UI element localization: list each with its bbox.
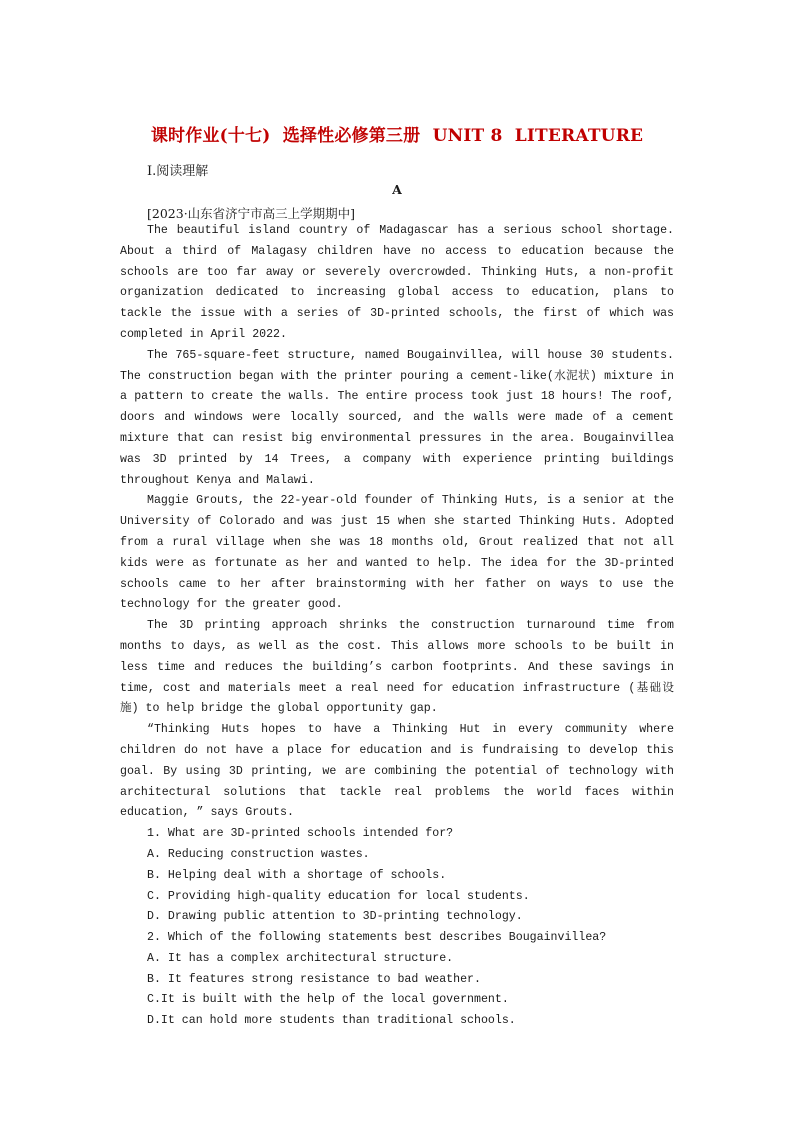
answer-option: B. Helping deal with a shortage of schools. [147, 868, 447, 882]
paragraph: The beautiful island country of Madagascar has a serious school shortage. About a third of Malagasy children have no access to education because the schools are too far away or severely overcrowded. Thinking Huts, a non-profit organization dedicated to increasing global access to education, plans to tackle the issue with a series of 3D-printed schools, the first of which was completed in April 2022. [120, 224, 674, 341]
passage-body [120, 221, 674, 1032]
paragraph: The 765-square-feet structure, named Bougainvillea, will house 30 students. The construction began with the printer pouring a cement-like(水泥状) mixture in a pattern to create the walls. The entire process took just 18 hours! The roof, doors and windows were locally sourced, and the walls were made of a cement mixture that can resist big environmental pressures in the area. Bougainvillea was 3D printed by 14 Trees, a company with experience printing buildings throughout Kenya and Malawi. [120, 348, 674, 487]
question-stem: 1. What are 3D-printed schools intended for? [147, 827, 454, 841]
passage-source: [2023·山东省济宁市高三上学期期中] [147, 206, 356, 221]
answer-option: C. Providing high-quality education for local students. [147, 889, 530, 903]
answer-option: D.It can hold more students than traditional schools. [147, 1014, 516, 1028]
page-title: 课时作业(十七) 选择性必修第三册 UNIT 8 LITERATURE [150, 126, 644, 146]
paragraph: The 3D printing approach shrinks the construction turnaround time from months to days, as well as the cost. This allows more schools to be built in less time and reduces the building’s carbon footprints. And these savings in time, cost and materials meet a real need for education infrastructure (基础设施) to help bridge the global opportunity gap. [120, 619, 674, 716]
answer-option: B. It features strong resistance to bad weather. [147, 972, 481, 986]
question-list [120, 824, 674, 1032]
answer-option: A. Reducing construction wastes. [147, 847, 370, 861]
passage-label: A [392, 182, 402, 197]
answer-option: C.It is built with the help of the local government. [147, 993, 509, 1007]
question-stem: 2. Which of the following statements best describes Bougainvillea? [147, 931, 607, 945]
paragraph: Maggie Grouts, the 22-year-old founder of Thinking Huts, is a senior at the University of Colorado and was just 15 when she started Thinking Huts. Adopted from a rural village when she was 18 months old, Grout realized that not all kids were as fortunate as her and wanted to help. The idea for the 3D-printed schools came to her after brainstorming with her father on ways to use the technology for the greater good. [120, 494, 674, 612]
paragraph: “Thinking Huts hopes to have a Thinking Hut in every community where children do not have a place for education and is fundraising to develop this goal. By using 3D printing, we are combining the potential of technology with architectural solutions that tackle real problems the world faces within education, ” says Grouts. [120, 723, 674, 820]
answer-option: D. Drawing public attention to 3D-printing technology. [147, 910, 523, 924]
answer-option: A. It has a complex architectural structure. [147, 951, 454, 965]
section-heading: Ⅰ.阅读理解 [147, 164, 209, 179]
